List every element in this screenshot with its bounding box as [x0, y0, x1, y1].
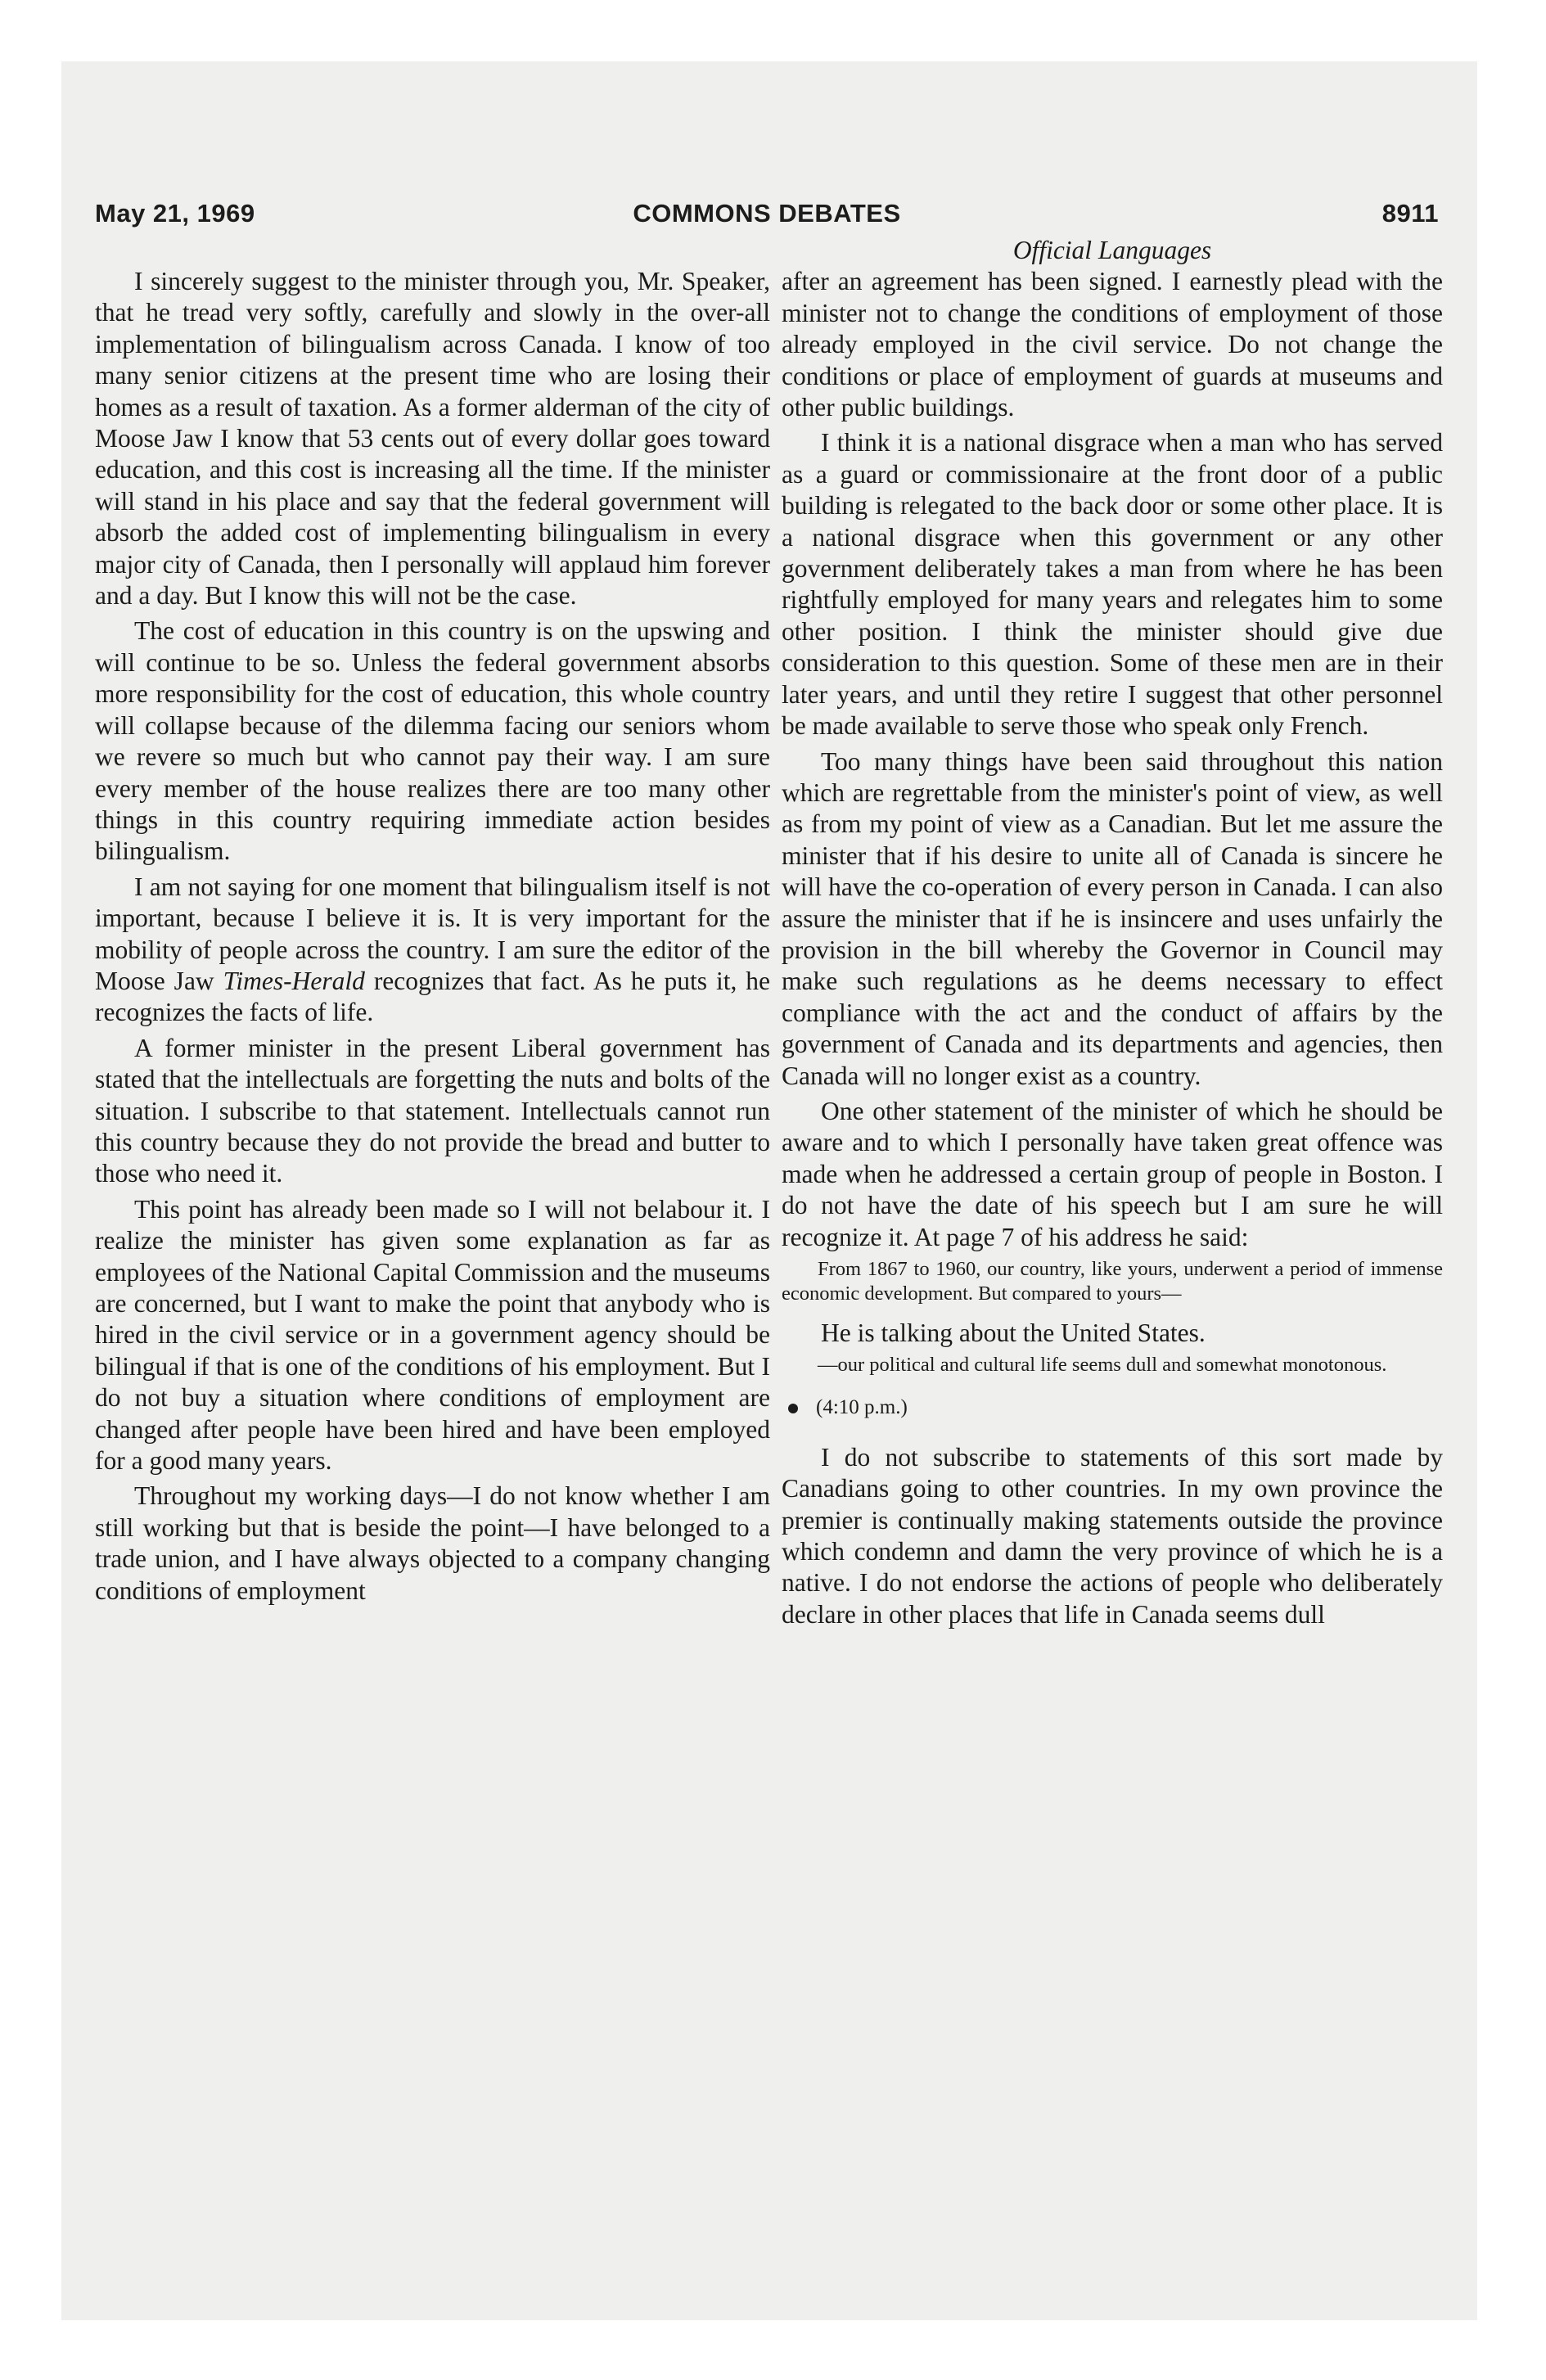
block-quote: —our political and cultural life seems dull and somewhat monotonous. — [818, 1354, 1387, 1377]
paragraph-text: recognizes that fact. As he puts it, he recognizes the facts of life. — [95, 966, 770, 1027]
paragraph-text: I am not saying for one moment that bilingualism itself is not important, because I believe it is. It is very important for the mobility of people across the country. I am sure the editor of the Moose Jaw — [95, 872, 770, 995]
header-publication: COMMONS DEBATES — [633, 199, 901, 228]
paragraph: He is talking about the United States. — [821, 1318, 1206, 1347]
block-quote: From 1867 to 1960, our country, like yours, underwent a period of immense economic development. But compared to yours— — [782, 1258, 1443, 1305]
paragraph — [95, 872, 770, 1029]
paragraph: after an agreement has been signed. I earnestly plead with the minister not to change the conditions of employment of those already employed in the civil service. Do not change the conditions or place of employment of guards at museums and other public buildings. — [782, 267, 1443, 422]
paragraph: I do not subscribe to statements of this sort made by Canadians going to other countries. In my own province the premier is continually making statements outside the province which condemn and damn the very province of which he is a native. I do not endorse the actions of people who deliberately declare in other places that life in Canada seems dull — [782, 1442, 1443, 1629]
right-column — [782, 235, 1443, 1634]
left-column — [95, 266, 770, 1611]
paragraph: I sincerely suggest to the minister through you, Mr. Speaker, that he tread very softly, carefully and slowly in the over-all implementation of bilingualism across Canada. I know of too many senior citizens at the present time who are losing their homes as a result of taxation. As a former alderman of the city of Moose Jaw I know that 53 cents out of every dollar goes toward education, and this cost is increasing all the time. If the minister will stand in his place and say that the federal government will absorb the added cost of implementing bilingualism in every major city of Canada, then I personally will applaud him forever and a day. But I know this will not be the case. — [95, 267, 770, 611]
newspaper-name: Times-Herald — [223, 966, 365, 995]
paragraph: Too many things have been said throughout this nation which are regrettable from the minister's point of view, as well as from my point of view as a Canadian. But let me assure the minister that if his desire to unite all of Canada is sincere he will have the co-operation of every person in Canada. I can also assure the minister that if he is insincere and uses unfairly the provision in the bill whereby the Governor in Council may make such regulations as he deems necessary to effect compliance with the act and the conduct of affairs by the government of Canada and its departments and agencies, then Canada will no longer exist as a country. — [782, 746, 1443, 1090]
paragraph: A former minister in the present Liberal government has stated that the intellectuals are forgetting the nuts and bolts of the situation. I subscribe to that statement. Intellectuals cannot run this country because they do not provide the bread and butter to those who need it. — [95, 1033, 770, 1188]
paragraph: Throughout my working days—I do not know whether I am still working but that is beside the point—I have belonged to a trade union, and I have always objected to a company changing conditions of employment — [95, 1481, 770, 1605]
paragraph: One other statement of the minister of which he should be aware and to which I personally have taken great offence was made when he addressed a certain group of people in Boston. I do not have the date of his speech but I am sure he will recognize it. At page 7 of his address he said: — [782, 1096, 1443, 1251]
header-date: May 21, 1969 — [95, 199, 255, 228]
page-header — [95, 199, 1439, 232]
paragraph: This point has already been made so I will not belabour it. I realize the minister has given some explanation as far as employees of the National Capital Commission and the museums are concerned, but I want to make the point that anybody who is hired in the civil service or in a government agency should be bilingual if that is one of the conditions of his employment. But I do not buy a situation where conditions of employment are changed after people have been hired and have been employed for a good many years. — [95, 1194, 770, 1476]
time-stamp-text: (4:10 p.m.) — [816, 1396, 908, 1419]
bullet-icon — [788, 1404, 798, 1413]
paragraph: I think it is a national disgrace when a man who has served as a guard or commissionaire at the front door of a public building is relegated to the back door or some other place. It is a national disgrace when this government or any other government deliberately takes a man from where he has been rightfully employed for many years and relegates him to some other position. I think the minister should give due consideration to this question. Some of these men are in their later years, and until they retire I suggest that other personnel be made available to serve those who speak only French. — [782, 428, 1443, 741]
section-title: Official Languages — [1012, 236, 1212, 264]
paragraph: The cost of education in this country is on the upswing and will continue to be so. Unless the federal government absorbs more responsibility for the cost of education, this whole country will collapse because of the dilemma facing our seniors whom we revere so much but who cannot pay their way. I am sure every member of the house realizes there are too many other things in this country requiring immediate action besides bilingualism. — [95, 616, 770, 866]
header-page-number: 8911 — [1381, 199, 1439, 228]
time-stamp — [782, 1392, 1443, 1423]
